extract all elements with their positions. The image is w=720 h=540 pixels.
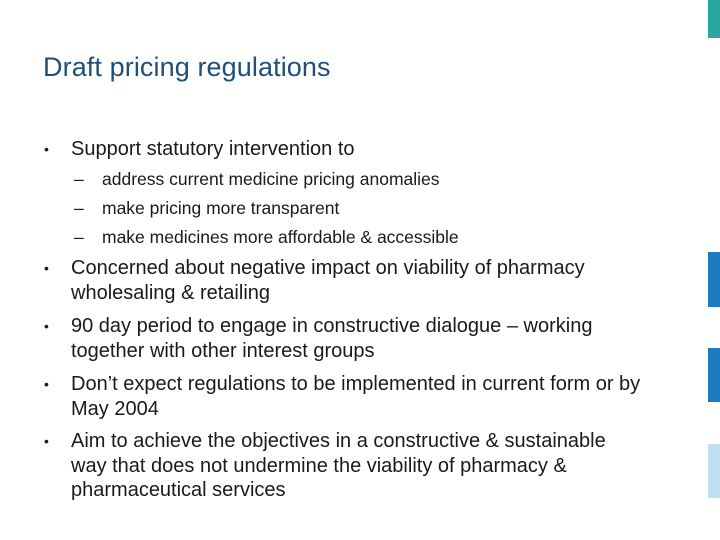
sub-bullet-text: address current medicine pricing anomalies (102, 169, 440, 189)
sub-bullet-text: make pricing more transparent (102, 198, 340, 218)
sub-bullet-item (74, 227, 459, 247)
accent-bar-light (708, 444, 720, 498)
bullet-item (44, 372, 644, 421)
bullet-item (44, 256, 644, 305)
bullet-text: 90 day period to engage in constructive dialogue – working together with other interest groups (71, 315, 593, 362)
bullet-item (44, 137, 644, 162)
bullet-item (44, 314, 644, 363)
accent-bar-blue-top (708, 252, 720, 307)
accent-bar-teal (708, 0, 720, 38)
bullet-dot: • (44, 260, 49, 276)
bullet-dot: • (44, 141, 49, 157)
bullet-text: Support statutory intervention to (71, 138, 355, 160)
slide-title: Draft pricing regulations (43, 52, 331, 82)
bullet-text: Concerned about negative impact on viability of pharmacy wholesaling & retailing (71, 257, 585, 304)
accent-bar-blue-bottom (708, 348, 720, 402)
sub-bullet-item (74, 198, 339, 218)
bullet-text: Aim to achieve the objectives in a constructive & sustainable way that does not undermine the viability of pharmacy & pharmaceutical services (71, 430, 606, 501)
sub-bullet-dash: – (74, 227, 84, 247)
sub-bullet-item (74, 169, 440, 189)
bullet-dot: • (44, 376, 49, 392)
bullet-dot: • (44, 318, 49, 334)
bullet-dot: • (44, 433, 49, 449)
sub-bullet-dash: – (74, 169, 84, 189)
bullet-item (44, 429, 644, 503)
sub-bullet-text: make medicines more affordable & accessible (102, 227, 459, 247)
sub-bullet-dash: – (74, 198, 84, 218)
bullet-text: Don’t expect regulations to be implemented in current form or by May 2004 (71, 373, 641, 420)
